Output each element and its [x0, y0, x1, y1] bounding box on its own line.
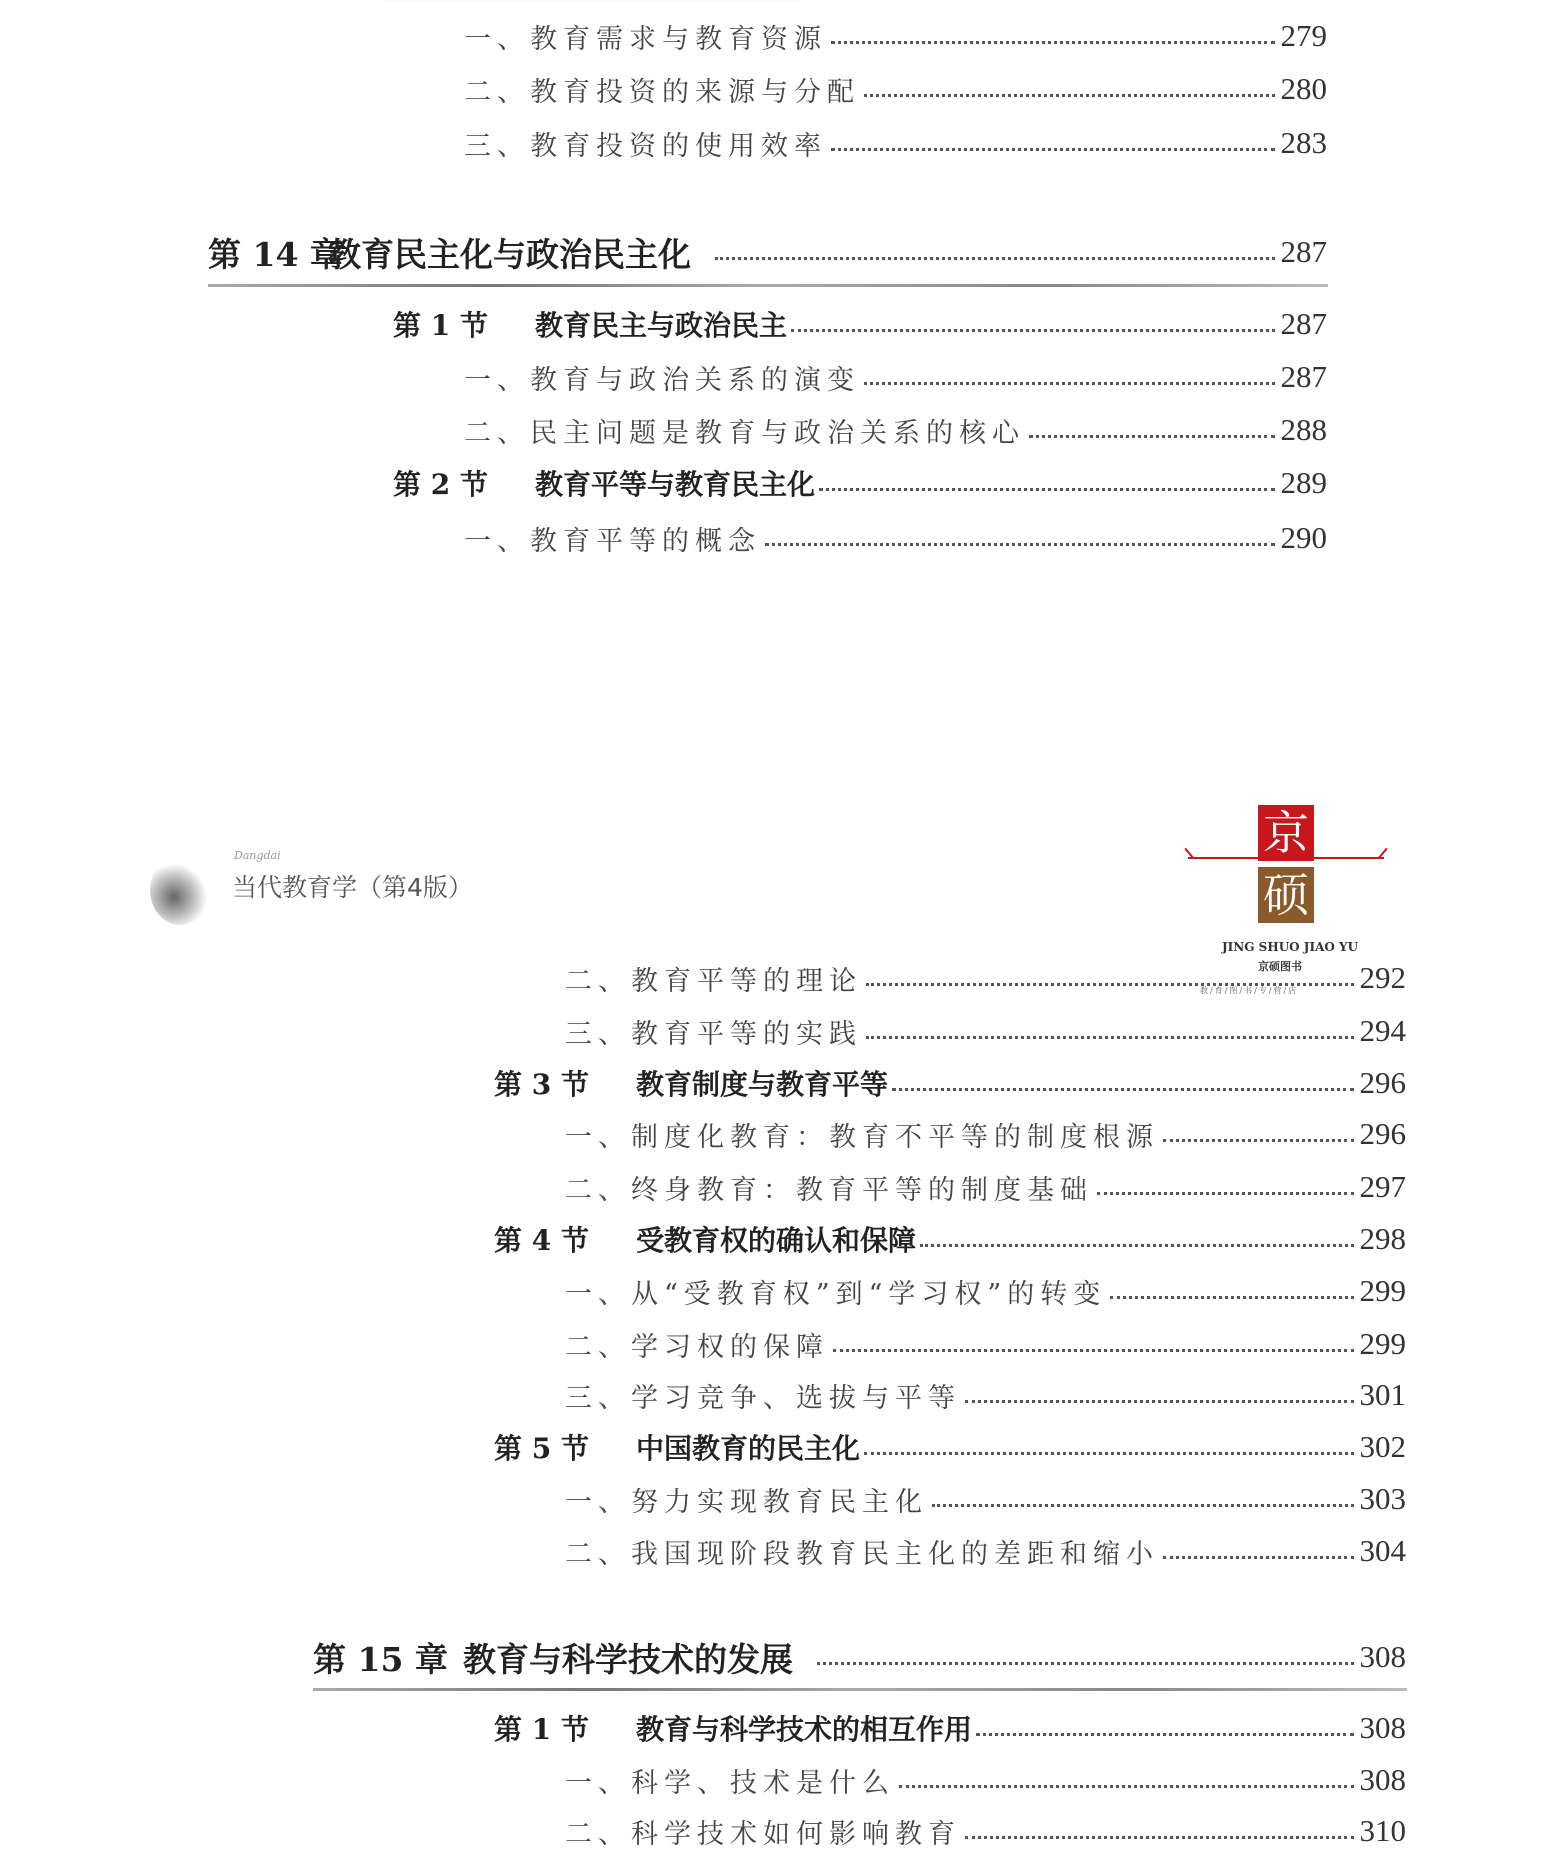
toc-page-number: 298	[1359, 1221, 1406, 1256]
toc-section-row	[494, 1061, 1406, 1105]
toc-section-row	[393, 461, 1327, 505]
toc-entry-label	[494, 1219, 916, 1259]
toc-entry-title: 教育制度与教育平等	[636, 1068, 889, 1101]
dot-leader	[833, 1349, 1354, 1352]
cut-off-previous-line	[380, 0, 800, 2]
toc-section-row	[494, 1425, 1406, 1469]
toc-entry-label	[208, 229, 691, 276]
toc-entry-title: 教育与科学技术的发展	[463, 1639, 793, 1679]
dot-leader	[791, 329, 1274, 332]
toc-page-number: 310	[1359, 1813, 1406, 1848]
toc-entry-label: 一、教育需求与教育资源	[464, 23, 827, 55]
toc-page-number: 304	[1359, 1533, 1406, 1568]
toc-item-row	[565, 1809, 1406, 1853]
toc-entry-number: 第 3 节	[494, 1068, 589, 1101]
chapter-15-rule	[313, 1688, 1407, 1691]
toc-page-number: 302	[1359, 1429, 1406, 1464]
toc-page-number: 308	[1359, 1762, 1406, 1797]
toc-entry-title: 教育与科学技术的相互作用	[636, 1713, 973, 1746]
toc-page-number: 294	[1359, 1013, 1406, 1048]
book-title: 当代教育学（第4版）	[232, 873, 473, 902]
toc-chapter-row	[313, 1635, 1406, 1679]
toc-item-row	[464, 121, 1327, 165]
dot-leader	[899, 1785, 1354, 1788]
toc-entry-label: 二、教育平等的理论	[565, 965, 862, 997]
toc-entry-title: 受教育权的确认和保障	[636, 1224, 917, 1257]
toc-entry-label: 二、我国现阶段教育民主化的差距和缩小	[565, 1538, 1159, 1570]
dot-leader	[1163, 1556, 1354, 1559]
toc-entry-title: 教育民主与政治民主	[535, 309, 788, 342]
toc-entry-number: 第 2 节	[393, 468, 488, 501]
toc-page-number: 279	[1280, 18, 1327, 53]
toc-entry-label	[494, 1427, 860, 1467]
toc-page-number: 283	[1280, 125, 1327, 160]
toc-entry-number: 第 4 节	[494, 1224, 589, 1257]
header-ornament-icon	[150, 855, 210, 925]
toc-page-number: 296	[1359, 1065, 1406, 1100]
toc-item-row	[565, 1758, 1406, 1802]
toc-section-row	[494, 1217, 1406, 1261]
toc-entry-title: 教育民主化与政治民主化	[328, 234, 691, 274]
dot-leader	[866, 983, 1354, 986]
toc-page-number: 299	[1359, 1273, 1406, 1308]
toc-entry-number: 第 5 节	[494, 1432, 589, 1465]
toc-page-number: 280	[1280, 71, 1327, 106]
dot-leader	[819, 488, 1274, 491]
toc-entry-label	[494, 1063, 888, 1103]
toc-item-row	[565, 1373, 1406, 1417]
dot-leader	[965, 1836, 1354, 1839]
dot-leader	[1029, 435, 1275, 438]
dot-leader	[715, 257, 1275, 260]
logo-char-jing: 京	[1258, 805, 1314, 861]
toc-entry-label: 二、民主问题是教育与政治关系的核心	[464, 417, 1025, 449]
dot-leader	[892, 1088, 1353, 1091]
toc-page-number: 292	[1359, 960, 1406, 995]
chapter-14-rule	[208, 284, 1328, 287]
toc-entry-label: 三、教育投资的使用效率	[464, 130, 827, 162]
toc-item-row	[565, 1112, 1406, 1156]
logo-chinese: 京硕图书	[1258, 960, 1302, 973]
dot-leader	[864, 1452, 1353, 1455]
toc-entry-label: 一、从“受教育权”到“学习权”的转变	[565, 1278, 1107, 1310]
toc-entry-label	[494, 1708, 972, 1748]
logo-char-shuo: 硕	[1258, 867, 1314, 923]
toc-item-row	[565, 1269, 1406, 1313]
toc-item-row	[565, 1165, 1406, 1209]
toc-entry-title: 教育平等与教育民主化	[535, 468, 816, 501]
toc-entry-label: 二、教育投资的来源与分配	[464, 76, 860, 108]
toc-item-row	[565, 956, 1406, 1000]
toc-entry-label: 一、教育与政治关系的演变	[464, 364, 860, 396]
toc-item-row	[565, 1009, 1406, 1053]
toc-page-number: 301	[1359, 1377, 1406, 1412]
toc-page-number: 308	[1359, 1639, 1406, 1674]
logo-english: JING SHUO JIAO YU	[1222, 940, 1359, 954]
toc-item-row	[565, 1322, 1406, 1366]
toc-entry-label: 一、教育平等的概念	[464, 525, 761, 557]
toc-chapter-row	[208, 230, 1327, 274]
toc-page-number: 287	[1280, 306, 1327, 341]
toc-item-row	[464, 408, 1327, 452]
toc-page-number: 289	[1280, 465, 1327, 500]
dot-leader	[1097, 1192, 1354, 1195]
toc-section-row	[393, 302, 1327, 346]
toc-page-number: 299	[1359, 1326, 1406, 1361]
dot-leader	[831, 148, 1275, 151]
toc-page-number: 297	[1359, 1169, 1406, 1204]
toc-entry-label: 一、科学、技术是什么	[565, 1767, 895, 1799]
dot-leader	[864, 382, 1275, 385]
toc-entry-label: 三、教育平等的实践	[565, 1018, 862, 1050]
logo-tagline: 教/育/图/书/专/营/店	[1200, 986, 1299, 995]
toc-entry-label	[393, 304, 787, 344]
toc-item-row	[464, 355, 1327, 399]
toc-entry-title: 中国教育的民主化	[636, 1432, 861, 1465]
toc-entry-label: 二、科学技术如何影响教育	[565, 1818, 961, 1850]
toc-entry-number: 第 15 章	[313, 1639, 448, 1679]
toc-item-row	[565, 1477, 1406, 1521]
toc-page-number: 287	[1280, 359, 1327, 394]
toc-page-number: 288	[1280, 412, 1327, 447]
toc-entry-label: 二、终身教育：教育平等的制度基础	[565, 1174, 1093, 1206]
toc-entry-label: 三、学习竞争、选拔与平等	[565, 1382, 961, 1414]
toc-item-row	[464, 67, 1327, 111]
toc-entry-label: 二、学习权的保障	[565, 1331, 829, 1363]
toc-page-number: 308	[1359, 1710, 1406, 1745]
dot-leader	[1163, 1139, 1354, 1142]
toc-section-row	[494, 1706, 1406, 1750]
toc-page-number: 287	[1280, 234, 1327, 269]
dot-leader	[976, 1733, 1353, 1736]
toc-entry-label: 一、制度化教育：教育不平等的制度根源	[565, 1121, 1159, 1153]
dot-leader	[1110, 1296, 1353, 1299]
toc-entry-number: 第 1 节	[393, 309, 488, 342]
dot-leader	[831, 41, 1275, 44]
dot-leader	[817, 1662, 1354, 1665]
header-small-text: Dangdai	[234, 849, 281, 862]
toc-entry-number: 第 14 章	[208, 234, 343, 274]
dot-leader	[765, 543, 1275, 546]
toc-entry-label: 一、努力实现教育民主化	[565, 1486, 928, 1518]
toc-page-number: 303	[1359, 1481, 1406, 1516]
dot-leader	[864, 94, 1275, 97]
toc-page-number: 296	[1359, 1116, 1406, 1151]
dot-leader	[866, 1036, 1354, 1039]
toc-entry-label	[393, 463, 815, 503]
dot-leader	[965, 1400, 1354, 1403]
toc-entry-number: 第 1 节	[494, 1713, 589, 1746]
dot-leader	[932, 1504, 1354, 1507]
toc-item-row	[565, 1529, 1406, 1573]
dot-leader	[920, 1244, 1353, 1247]
toc-item-row	[464, 516, 1327, 560]
toc-page-number: 290	[1280, 520, 1327, 555]
toc-item-row	[464, 14, 1327, 58]
toc-entry-label	[313, 1634, 793, 1681]
